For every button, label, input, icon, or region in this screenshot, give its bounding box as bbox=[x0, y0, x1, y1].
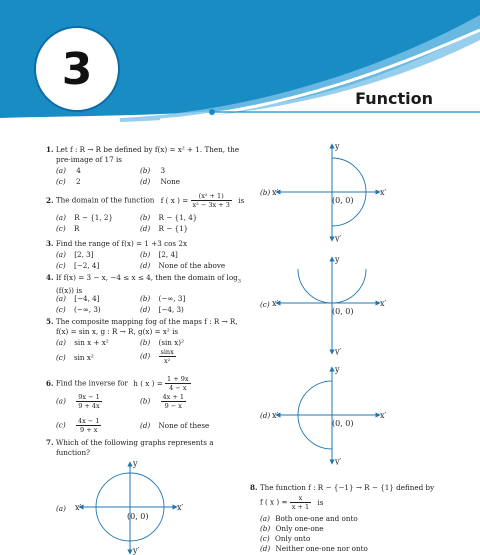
option[interactable]: 2 bbox=[75, 177, 81, 186]
option[interactable]: $\frac{4x + 1}{9 - x}$ bbox=[162, 393, 185, 410]
svg-text:x′: x′ bbox=[272, 299, 279, 308]
question-8-formula: f ( x ) = $\frac{x}{x + 1}$ is bbox=[260, 494, 324, 511]
option[interactable]: None bbox=[160, 177, 181, 186]
svg-text:x′: x′ bbox=[380, 299, 387, 308]
question-8: 8. The function f : R − {−1} → R − {1} defined by bbox=[250, 483, 435, 492]
y-axis-label: y′ bbox=[133, 546, 140, 555]
svg-text:x′: x′ bbox=[380, 411, 387, 420]
question-2: 2. The domain of the function f ( x ) = $\frac{\text{(x² + 1)}}{\text{x² − 3x + 3}}$ is bbox=[46, 192, 245, 209]
option[interactable]: 4 bbox=[76, 166, 81, 175]
graph-a-label: (a) bbox=[56, 504, 66, 513]
option[interactable]: None of the above bbox=[158, 261, 226, 270]
question-1 bbox=[46, 145, 246, 165]
option[interactable]: Both one-one and onto bbox=[275, 514, 358, 523]
svg-text:x′: x′ bbox=[272, 411, 279, 420]
option[interactable]: [2, 4] bbox=[158, 250, 178, 259]
svg-text:y′: y′ bbox=[335, 457, 342, 465]
option[interactable]: $\frac{4x - 1}{9 + x}$ bbox=[77, 417, 100, 434]
svg-text:y′: y′ bbox=[335, 347, 342, 355]
option[interactable]: 3 bbox=[160, 166, 166, 175]
svg-text:x′: x′ bbox=[380, 188, 387, 197]
option[interactable]: None of these bbox=[158, 421, 210, 430]
chapter-title: Function bbox=[355, 89, 433, 108]
svg-text:(0, 0): (0, 0) bbox=[332, 307, 354, 316]
y-axis-label: y bbox=[133, 459, 138, 468]
option[interactable]: [2, 3] bbox=[74, 250, 94, 259]
option[interactable]: R − {1} bbox=[158, 224, 189, 233]
option[interactable]: sin x² bbox=[73, 353, 94, 362]
option[interactable]: [−4, 3) bbox=[158, 305, 184, 314]
svg-text:y: y bbox=[335, 365, 340, 374]
option[interactable]: Only one-one bbox=[275, 524, 324, 533]
x-axis-label: x′ bbox=[177, 503, 184, 512]
option[interactable]: $\frac{9x - 1}{9 + 4x}$ bbox=[78, 393, 100, 410]
origin-label: (0, 0) bbox=[127, 512, 149, 521]
svg-text:y: y bbox=[335, 142, 340, 151]
graph-c[interactable] bbox=[272, 255, 392, 355]
graph-b[interactable] bbox=[272, 142, 392, 242]
svg-text:y′: y′ bbox=[335, 234, 342, 242]
option[interactable]: [−2, 4] bbox=[73, 261, 100, 270]
graph-d-label: (d) bbox=[260, 411, 271, 420]
question-4: 4. If f(x) = 3 − x, −4 ≤ x ≤ 4, then the domain of $\log_3$ (f(x)) is bbox=[46, 273, 241, 296]
option[interactable]: (sin x)² bbox=[158, 338, 184, 347]
question-5: 5. The composite mapping fog of the maps f : R → R, f(x) = sin x, g : R → R, g(x) = x² is bbox=[46, 317, 238, 336]
option[interactable]: R bbox=[73, 224, 80, 233]
question-text: Let f : R → R be defined by f(x) = x² + 1. Then, the bbox=[55, 145, 240, 154]
chapter-number: 3 bbox=[61, 43, 93, 95]
question-6: 6. Find the inverse for h ( x ) = $\frac{1 + 9x}{4 - x}$ bbox=[46, 375, 189, 392]
option[interactable]: R − {1, 2} bbox=[74, 213, 114, 222]
question-text: pre-image of 17 is bbox=[56, 155, 122, 164]
graph-d[interactable] bbox=[272, 365, 392, 465]
graph-b-label: (b) bbox=[260, 188, 271, 197]
question-3: 3. Find the range of f(x) = 1 +3 cos 2x bbox=[46, 239, 188, 248]
option[interactable]: Only onto bbox=[274, 534, 311, 543]
svg-text:(0, 0): (0, 0) bbox=[332, 419, 354, 428]
x-axis-label: x′ bbox=[75, 503, 82, 512]
svg-text:(0, 0): (0, 0) bbox=[332, 196, 354, 205]
option[interactable]: $\frac{\sin x}{\text{x²}}$ bbox=[160, 348, 174, 365]
chapter-header bbox=[0, 0, 480, 122]
option[interactable]: Neither one-one nor onto bbox=[275, 544, 368, 553]
option[interactable]: [−4, 4] bbox=[74, 294, 100, 303]
question-7: 7. Which of the following graphs represents a function? bbox=[46, 438, 214, 457]
svg-text:y: y bbox=[335, 255, 340, 264]
option[interactable]: R − {1, 4} bbox=[158, 213, 198, 222]
option[interactable]: (−∞, 3] bbox=[158, 294, 186, 303]
graph-a[interactable] bbox=[75, 458, 190, 555]
question-number: 1. bbox=[46, 145, 54, 154]
graph-c-label: (c) bbox=[260, 300, 270, 309]
fraction: $\frac{\text{(x² + 1)}}{\text{x² − 3x + 3}}$ bbox=[192, 192, 230, 209]
svg-text:x′: x′ bbox=[272, 188, 279, 197]
option[interactable]: sin x + x² bbox=[74, 338, 109, 347]
option[interactable]: (−∞, 3) bbox=[73, 305, 101, 314]
